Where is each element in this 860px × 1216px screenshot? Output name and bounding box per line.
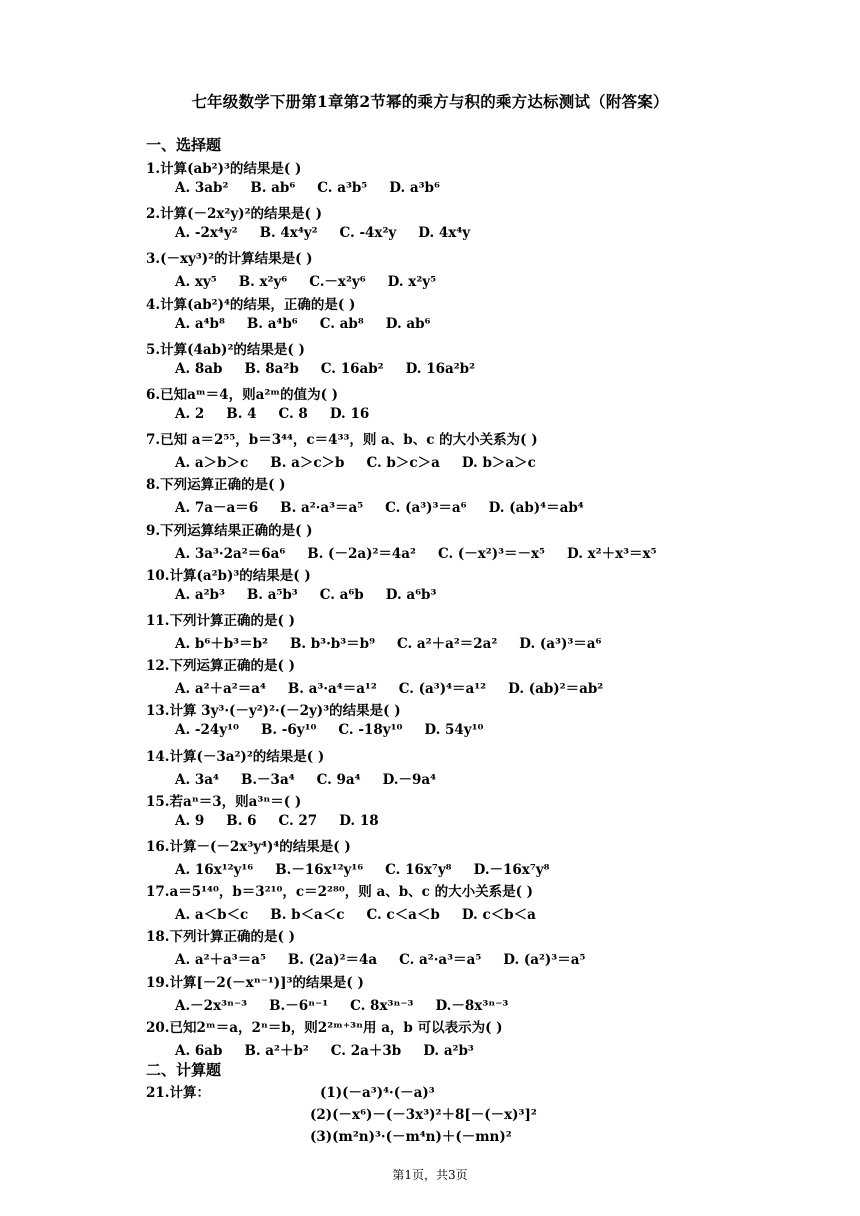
question-options	[175, 225, 492, 241]
option-d: D. ab⁶	[385, 315, 431, 332]
question-options	[175, 361, 497, 377]
option-b: B. ab⁶	[250, 180, 296, 196]
option-c: C. (a³)³＝a⁶	[385, 500, 467, 517]
option-c: C. 16ab²	[320, 360, 384, 377]
question-options	[175, 180, 462, 196]
option-a: A. 9	[175, 812, 205, 829]
question-options	[175, 813, 401, 829]
option-d: D. x²y⁵	[387, 274, 437, 291]
option-a: A. 2	[175, 406, 205, 422]
question-stem: 4.计算(ab²)⁴的结果，正确的是( )	[146, 296, 356, 313]
option-b: B. a＞c＞b	[270, 455, 345, 472]
option-a: A. a＜b＜c	[175, 907, 249, 924]
option-d: D. 4x⁴y	[418, 225, 471, 242]
option-b: B.－3a⁴	[240, 771, 295, 788]
option-a: A.－2x³ⁿ⁻³	[175, 997, 248, 1014]
option-d: D. a²b³	[423, 1042, 474, 1059]
option-c: C. 8x³ⁿ⁻³	[350, 997, 414, 1014]
calc-item: (2)(－x⁶)－(－3x³)²＋8[－(－x)³]²	[310, 1107, 537, 1123]
question-stem: 17.a＝5¹⁴⁰，b＝3²¹⁰，c＝2²⁸⁰，则 a、b、c 的大小关系是( )	[146, 884, 534, 901]
section-heading-choice: 一、选择题	[146, 136, 222, 154]
question-stem: 2.计算(－2x²y)²的结果是( )	[146, 206, 322, 223]
option-c: C. b＞c＞a	[366, 455, 440, 472]
question-options	[175, 858, 572, 878]
option-c: C.－x²y⁶	[309, 274, 366, 291]
option-c: C. a³b⁵	[317, 180, 368, 196]
option-b: B. a²·a³＝a⁵	[280, 500, 364, 517]
option-a: A. a⁴b⁸	[175, 315, 225, 332]
option-c: C. a⁶b	[319, 586, 364, 603]
option-a: A. a＞b＞c	[175, 455, 249, 472]
question-stem: 14.计算(－3a²)²的结果是( )	[146, 748, 325, 765]
option-b: B. b＜a＜c	[270, 907, 345, 924]
option-a: A. 3a⁴	[175, 771, 219, 788]
option-d: D. x²＋x³＝x⁵	[566, 545, 657, 562]
question-stem: 15.若aⁿ＝3，则a³ⁿ＝( )	[146, 793, 302, 810]
question-options	[175, 1039, 496, 1059]
option-b: B. b³·b³＝b⁹	[289, 636, 376, 652]
option-a: A. 6ab	[175, 1042, 223, 1059]
option-a: A. a²＋a³＝a⁵	[175, 952, 266, 969]
question-stem: 6.已知aᵐ＝4，则a²ᵐ的值为( )	[146, 387, 339, 403]
option-d: D. 16	[329, 406, 370, 422]
option-b: B.－6ⁿ⁻¹	[269, 997, 329, 1014]
option-c: C. 9a⁴	[316, 771, 361, 788]
option-c: C. -4x²y	[339, 225, 397, 242]
option-a: A. a²b³	[175, 586, 225, 603]
question-stem: 13.计算 3y³·(－y²)²·(－2y)³的结果是( )	[146, 703, 401, 720]
option-d: D. c＜b＜a	[461, 907, 536, 924]
option-c: C. (－x²)³＝－x⁵	[437, 545, 545, 562]
question-options	[175, 316, 452, 332]
question-options	[175, 632, 623, 652]
calc-item: (3)(m²n)³·(－m⁴n)＋(－mn)²	[310, 1129, 512, 1145]
question-options	[175, 587, 458, 603]
question-options	[175, 677, 625, 697]
option-b: B.－16x¹²y¹⁶	[275, 862, 364, 878]
option-d: D. (a³)³＝a⁶	[519, 636, 602, 652]
calc-question-label: 21.计算：	[146, 1085, 210, 1101]
question-stem: 7.已知 a＝2⁵⁵，b＝3⁴⁴，c＝4³³，则 a、b、c 的大小关系为( )	[146, 432, 538, 449]
option-b: B. -6y¹⁰	[260, 722, 317, 739]
option-c: C. 2a＋3b	[330, 1042, 402, 1059]
question-stem: 16.计算－(－2x³y⁴)⁴的结果是( )	[146, 839, 351, 855]
option-d: D.－16x⁷y⁸	[473, 862, 550, 878]
calc-item: (1)(－a³)⁴·(－a)³	[320, 1085, 435, 1101]
option-b: B. 4x⁴y²	[259, 225, 318, 242]
option-b: B. a³·a⁴＝a¹²	[287, 681, 377, 698]
question-options	[175, 270, 458, 290]
option-b: B. 4	[226, 406, 257, 422]
option-c: C. 16x⁷y⁸	[385, 862, 452, 878]
option-a: A. xy⁵	[175, 274, 217, 291]
question-stem: 5.计算(4ab)²的结果是( )	[146, 341, 305, 358]
option-c: C. 8	[278, 406, 308, 422]
option-b: B. a²＋b²	[244, 1042, 309, 1059]
option-a: A. 3ab²	[175, 180, 229, 196]
option-d: D. a⁶b³	[385, 586, 437, 603]
option-a: A. 7a－a＝6	[175, 500, 259, 517]
option-a: A. 8ab	[175, 360, 223, 377]
option-c: C. a²·a³＝a⁵	[399, 952, 482, 969]
option-a: A. 16x¹²y¹⁶	[175, 862, 254, 878]
option-a: A. -2x⁴y²	[175, 225, 238, 242]
question-stem: 18.下列计算正确的是( )	[146, 929, 295, 946]
option-c: C. (a³)⁴＝a¹²	[398, 681, 487, 698]
option-b: B. a⁴b⁶	[246, 315, 298, 332]
option-d: D. a³b⁶	[389, 180, 440, 196]
option-b: B. (2a)²＝4a	[287, 952, 378, 969]
section-heading-calc: 二、计算题	[146, 1061, 222, 1079]
question-stem: 1.计算(ab²)³的结果是( )	[146, 161, 302, 177]
option-b: B. x²y⁶	[238, 274, 288, 291]
question-stem: 9.下列运算结果正确的是( )	[146, 522, 313, 539]
option-c: C. 27	[278, 812, 318, 829]
question-options	[175, 903, 558, 923]
page-title: 七年级数学下册第1章第2节幂的乘方与积的乘方达标测试（附答案）	[191, 92, 669, 111]
option-c: C. a²＋a²＝2a²	[397, 636, 498, 652]
question-options	[175, 994, 530, 1014]
option-c: C. c＜a＜b	[366, 907, 440, 924]
option-d: D. (a²)³＝a⁵	[503, 952, 586, 969]
option-b: B. 6	[226, 812, 257, 829]
question-stem: 20.已知2ᵐ＝a，2ⁿ＝b，则2²ᵐ⁺³ⁿ用 a，b 可以表示为( )	[146, 1019, 503, 1036]
question-options	[175, 406, 391, 422]
question-stem: 8.下列运算正确的是( )	[146, 477, 286, 494]
option-d: D. (ab)²＝ab²	[508, 681, 604, 698]
option-a: A. a²＋a²＝a⁴	[175, 681, 266, 698]
option-a: A. 3a³·2a²＝6a⁶	[175, 545, 286, 562]
option-d: D. b＞a＞c	[461, 455, 536, 472]
option-d: D. 16a²b²	[405, 360, 476, 377]
question-stem: 3.(－xy³)²的计算结果是( )	[146, 251, 313, 268]
option-c: C. ab⁸	[319, 315, 364, 332]
question-options	[175, 542, 679, 562]
option-d: D.－9a⁴	[382, 771, 437, 788]
option-d: D. (ab)⁴＝ab⁴	[488, 500, 584, 517]
question-options	[175, 722, 505, 738]
option-c: C. -18y¹⁰	[338, 722, 403, 739]
question-options	[175, 496, 606, 516]
option-a: A. -24y¹⁰	[175, 722, 239, 739]
option-b: B. 8a²b	[244, 360, 299, 377]
option-d: D.－8x³ⁿ⁻³	[435, 997, 509, 1014]
option-b: B. a⁵b³	[246, 586, 298, 603]
option-d: D. 54y¹⁰	[424, 722, 484, 739]
question-stem: 10.计算(a²b)³的结果是( )	[146, 567, 311, 584]
option-b: B. (－2a)²＝4a²	[307, 545, 416, 562]
question-options	[175, 768, 458, 788]
option-a: A. b⁶＋b³＝b²	[175, 636, 268, 652]
question-stem: 12.下列运算正确的是( )	[146, 658, 295, 675]
question-stem: 11.下列计算正确的是( )	[146, 613, 295, 629]
question-stem: 19.计算[－2(－xⁿ⁻¹)]³的结果是( )	[146, 974, 364, 991]
question-options	[175, 451, 558, 471]
option-d: D. 18	[339, 812, 379, 829]
question-options	[175, 948, 607, 968]
page-footer: 第1页，共3页	[392, 1168, 468, 1182]
